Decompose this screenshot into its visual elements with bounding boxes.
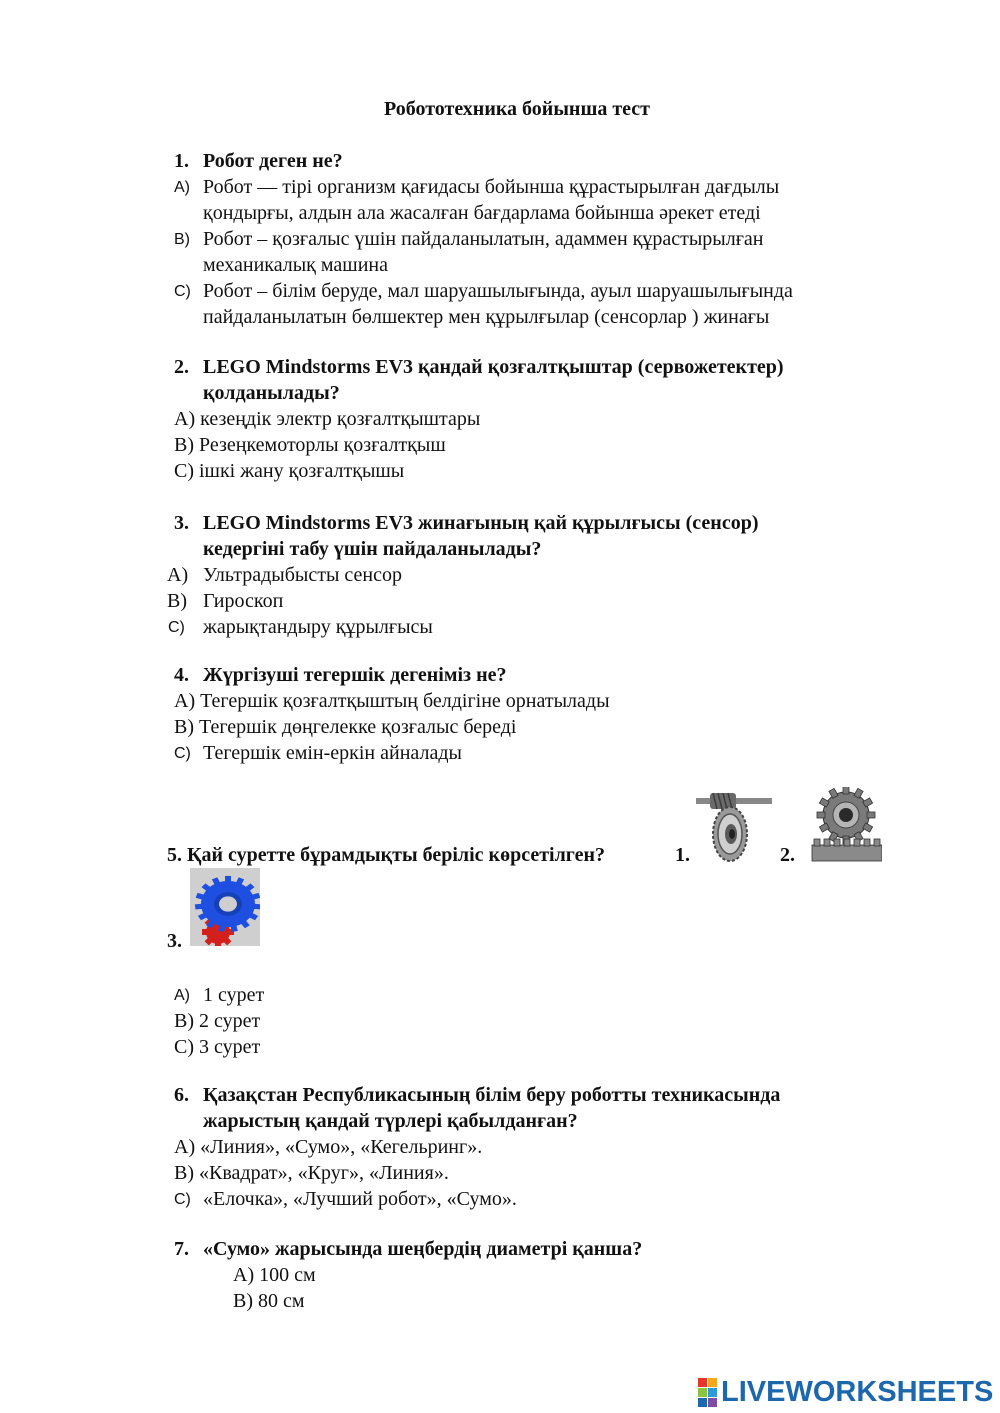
q4-option-a: A) Тегершік қозғалтқыштың белдігіне орнатылады: [174, 690, 610, 712]
q2-question-line1: LEGO Mindstorms EV3 қандай қозғалтқыштар (сервожетектер): [203, 356, 784, 378]
q5-picture-3-label: 3.: [167, 930, 182, 952]
q6-option-c: «Елочка», «Лучший робот», «Сумо».: [203, 1188, 517, 1210]
q4-option-b: B) Тегершік дөңгелекке қозғалыс береді: [174, 716, 517, 738]
liveworksheets-logo-icon: [698, 1378, 717, 1407]
q7-option-b: B) 80 см: [233, 1290, 305, 1312]
q2-option-b: B) Резеңкемоторлы қозғалтқыш: [174, 434, 446, 456]
q1-option-b-line2: механикалық машина: [203, 254, 388, 276]
q7-option-a: A) 100 см: [233, 1264, 316, 1286]
q7-number: 7.: [174, 1238, 189, 1260]
q6-question-line2: жарыстың қандай түрлері қабылданған?: [203, 1110, 578, 1132]
q2-option-c: C) ішкі жану қозғалтқышы: [174, 460, 405, 482]
q1-question: Робот деген не?: [203, 150, 343, 172]
q3-option-c: жарықтандыру құрылғысы: [203, 616, 433, 638]
q2-number: 2.: [174, 356, 189, 378]
q5-option-a-label: A): [174, 987, 190, 1004]
q4-option-c-label: C): [174, 745, 191, 762]
q3-option-c-label: C): [168, 619, 185, 636]
q3-question-line2: кедергіні табу үшін пайдаланылады?: [203, 538, 542, 560]
q3-option-a: Ультрадыбысты сенсор: [203, 564, 402, 586]
liveworksheets-logo-text: LIVEWORKSHEETS: [721, 1376, 994, 1408]
q2-option-a: A) кезеңдік электр қозғалтқыштары: [174, 408, 481, 430]
q5-option-c: C) 3 сурет: [174, 1036, 261, 1058]
q5-picture-1-label: 1.: [675, 844, 690, 866]
q6-option-a: A) «Линия», «Сумо», «Кегельринг».: [174, 1136, 483, 1158]
q5-option-a: 1 сурет: [203, 984, 265, 1006]
page-title: Робототехника бойынша тест: [384, 98, 650, 120]
q3-question-line1: LEGO Mindstorms EV3 жинағының қай құрылғысы (сенсор): [203, 512, 759, 534]
q5-question: 5. Қай суретте бұрамдықты беріліс көрсетілген?: [167, 844, 606, 866]
q5-option-b: B) 2 сурет: [174, 1010, 261, 1032]
q6-option-b: B) «Квадрат», «Круг», «Линия».: [174, 1162, 449, 1184]
q6-number: 6.: [174, 1084, 189, 1106]
rack-and-pinion-image: [810, 787, 882, 863]
worm-gear-image: [696, 790, 772, 866]
q2-question-line2: қолданылады?: [203, 382, 340, 404]
q6-question-line1: Қазақстан Республикасының білім беру роботты техникасында: [203, 1084, 781, 1106]
q4-question: Жүргізуші тегершік дегеніміз не?: [203, 664, 507, 686]
q3-option-b: Гироскоп: [203, 590, 284, 612]
q4-number: 4.: [174, 664, 189, 686]
spur-gears-image: [190, 868, 260, 946]
q1-option-a-line2: қондырғы, алдын ала жасалған бағдарлама бойынша әрекет етеді: [203, 202, 761, 224]
q1-option-b-line1: Робот – қозғалыс үшін пайдаланылатын, адаммен құрастырылған: [203, 228, 764, 250]
q4-option-c: Тегершік емін-еркін айналады: [203, 742, 462, 764]
q1-option-a-line1: Робот — тірі организм қағидасы бойынша құрастырылған дағдылы: [203, 176, 780, 198]
q3-number: 3.: [174, 512, 189, 534]
q1-option-b-label: B): [174, 231, 190, 248]
q1-number: 1.: [174, 150, 189, 172]
q1-option-c-label: C): [174, 283, 191, 300]
q7-question: «Сумо» жарысында шеңбердің диаметрі қанша?: [203, 1238, 643, 1260]
q3-option-b-label: B): [167, 590, 187, 612]
liveworksheets-logo[interactable]: [698, 1376, 993, 1409]
q1-option-c-line2: пайдаланылатын бөлшектер мен құрылғылар (сенсорлар ) жинағы: [203, 306, 770, 328]
q3-option-a-label: A): [167, 564, 189, 586]
q6-option-c-label: C): [174, 1191, 191, 1208]
q5-picture-2-label: 2.: [780, 844, 795, 866]
q1-option-c-line1: Робот – білім беруде, мал шаруашылығында, ауыл шаруашылығында: [203, 280, 793, 302]
q1-option-a-label: A): [174, 179, 190, 196]
